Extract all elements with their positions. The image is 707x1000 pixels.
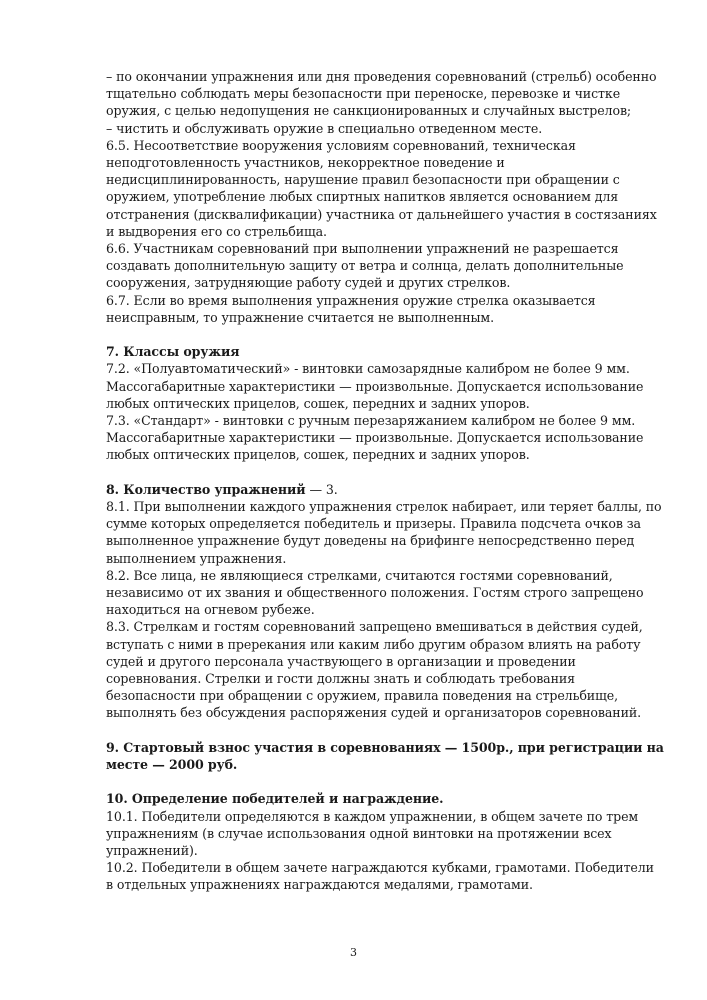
text-line: [106, 206, 666, 223]
line-text: сумме которых определяется победитель и призеры. Правила подсчета очков за: [106, 516, 641, 532]
text-line: [106, 618, 666, 635]
line-text: любых оптических прицелов, сошек, передних и задних упоров.: [106, 395, 530, 411]
line-text: 7.3. «Стандарт» - винтовки с ручным перезаряжанием калибром не более 9 мм.: [106, 413, 636, 429]
heading-text: 9. Стартовый взнос участия в соревнованиях — 1500р., при регистрации на: [106, 739, 664, 755]
text-line: [106, 412, 666, 429]
text-line: [106, 102, 666, 119]
line-text: оружием, употребление любых спиртных напитков является основанием для: [106, 189, 619, 205]
text-line: [106, 429, 666, 446]
line-text: выполнять без обсуждения распоряжения судей и организаторов соревнований.: [106, 705, 642, 721]
section-heading-line: [106, 756, 666, 773]
document-body: [106, 68, 666, 894]
text-line: [106, 257, 666, 274]
text-line: [106, 670, 666, 687]
text-line: [106, 120, 666, 137]
text-line: [106, 154, 666, 171]
text-line: [106, 653, 666, 670]
text-line: [106, 567, 666, 584]
text-line: [106, 704, 666, 721]
line-text: создавать дополнительную защиту от ветра и солнца, делать дополнительные: [106, 258, 624, 274]
line-text: сооружения, затрудняющие работу судей и других стрелков.: [106, 275, 511, 291]
text-line: [106, 395, 666, 412]
section-heading-line: [106, 343, 666, 360]
text-line: [106, 309, 666, 326]
line-text: выполнением упражнения.: [106, 550, 287, 566]
paragraph-gap: [106, 773, 666, 790]
line-text: упражнениям (в случае использования одной винтовки на протяжении всех: [106, 825, 612, 841]
line-text: отстранения (дисквалификации) участника от дальнейшего участия в состязаниях: [106, 206, 657, 222]
line-text: 6.7. Если во время выполнения упражнения оружие стрелка оказывается: [106, 292, 596, 308]
line-text: 8.1. При выполнении каждого упражнения стрелок набирает, или теряет баллы, по: [106, 499, 662, 515]
line-text: – чистить и обслуживать оружие в специально отведенном месте.: [106, 120, 543, 136]
text-line: [106, 601, 666, 618]
heading-text: месте — 2000 руб.: [106, 757, 238, 773]
text-line: [106, 360, 666, 377]
heading-text: 10. Определение победителей и награждение.: [106, 791, 444, 807]
line-text: неподготовленность участников, некорректное поведение и: [106, 155, 505, 171]
line-text: находиться на огневом рубеже.: [106, 602, 315, 618]
text-line: [106, 636, 666, 653]
line-text: судей и другого персонала участвующего в организации и проведении: [106, 653, 576, 669]
line-text: – по окончании упражнения или дня проведения соревнований (стрельб) особенно: [106, 69, 657, 84]
section-heading-line: [106, 739, 666, 756]
line-text: 8.3. Стрелкам и гостям соревнований запрещено вмешиваться в действия судей,: [106, 619, 643, 635]
paragraph-gap: [106, 326, 666, 343]
line-text: соревнования. Стрелки и гости должны знать и соблюдать требования: [106, 671, 576, 687]
line-text: 6.5. Несоответствие вооружения условиям соревнований, техническая: [106, 137, 576, 153]
text-line: [106, 171, 666, 188]
text-line: [106, 68, 666, 85]
paragraph-gap: [106, 464, 666, 481]
text-line: [106, 240, 666, 257]
line-text: и выдворения его со стрельбища.: [106, 223, 327, 239]
line-text: 10.1. Победители определяются в каждом упражнении, в общем зачете по трем: [106, 808, 639, 824]
line-text: 10.2. Победители в общем зачете награждаются кубками, грамотами. Победители: [106, 860, 654, 876]
line-text: тщательно соблюдать меры безопасности при переноске, перевозке и чистке: [106, 86, 621, 102]
section-heading-line: [106, 790, 666, 807]
text-line: [106, 515, 666, 532]
page-number: 3: [350, 946, 357, 959]
paragraph-gap: [106, 722, 666, 739]
line-text: безопасности при обращении с оружием, правила поведения на стрельбище,: [106, 688, 618, 704]
text-line: [106, 584, 666, 601]
text-line: [106, 808, 666, 825]
text-line: [106, 842, 666, 859]
text-line: [106, 876, 666, 893]
text-line: [106, 550, 666, 567]
text-line: [106, 188, 666, 205]
line-text: вступать с ними в пререкания или каким либо другим образом влиять на работу: [106, 636, 641, 652]
text-line: [106, 825, 666, 842]
text-line: [106, 498, 666, 515]
text-line: [106, 687, 666, 704]
text-line: [106, 446, 666, 463]
line-text: независимо от их звания и общественного положения. Гостям строго запрещено: [106, 585, 644, 601]
text-line: [106, 223, 666, 240]
line-text: недисциплинированность, нарушение правил безопасности при обращении с: [106, 172, 620, 188]
line-text: упражнений).: [106, 843, 198, 859]
line-text: любых оптических прицелов, сошек, передних и задних упоров.: [106, 447, 530, 463]
text-line: [106, 292, 666, 309]
line-text: оружия, с целью недопущения не санкционированных и случайных выстрелов;: [106, 103, 632, 119]
text-line: [106, 137, 666, 154]
text-line: [106, 859, 666, 876]
line-text: неисправным, то упражнение считается не выполненным.: [106, 309, 495, 325]
line-text: Массогабаритные характеристики — произвольные. Допускается использование: [106, 378, 644, 394]
heading-suffix: — 3.: [305, 481, 338, 497]
section-heading-line: [106, 481, 666, 498]
line-text: 7.2. «Полуавтоматический» - винтовки самозарядные калибром не более 9 мм.: [106, 361, 630, 377]
text-line: [106, 85, 666, 102]
line-text: в отдельных упражнениях награждаются медалями, грамотами.: [106, 877, 533, 893]
text-line: [106, 532, 666, 549]
heading-text: 8. Количество упражнений: [106, 481, 306, 497]
heading-text: 7. Классы оружия: [106, 344, 240, 360]
line-text: Массогабаритные характеристики — произвольные. Допускается использование: [106, 430, 644, 446]
line-text: 6.6. Участникам соревнований при выполнении упражнений не разрешается: [106, 241, 619, 257]
line-text: 8.2. Все лица, не являющиеся стрелками, считаются гостями соревнований,: [106, 567, 613, 583]
text-line: [106, 274, 666, 291]
line-text: выполненное упражнение будут доведены на брифинге непосредственно перед: [106, 533, 635, 549]
text-line: [106, 378, 666, 395]
